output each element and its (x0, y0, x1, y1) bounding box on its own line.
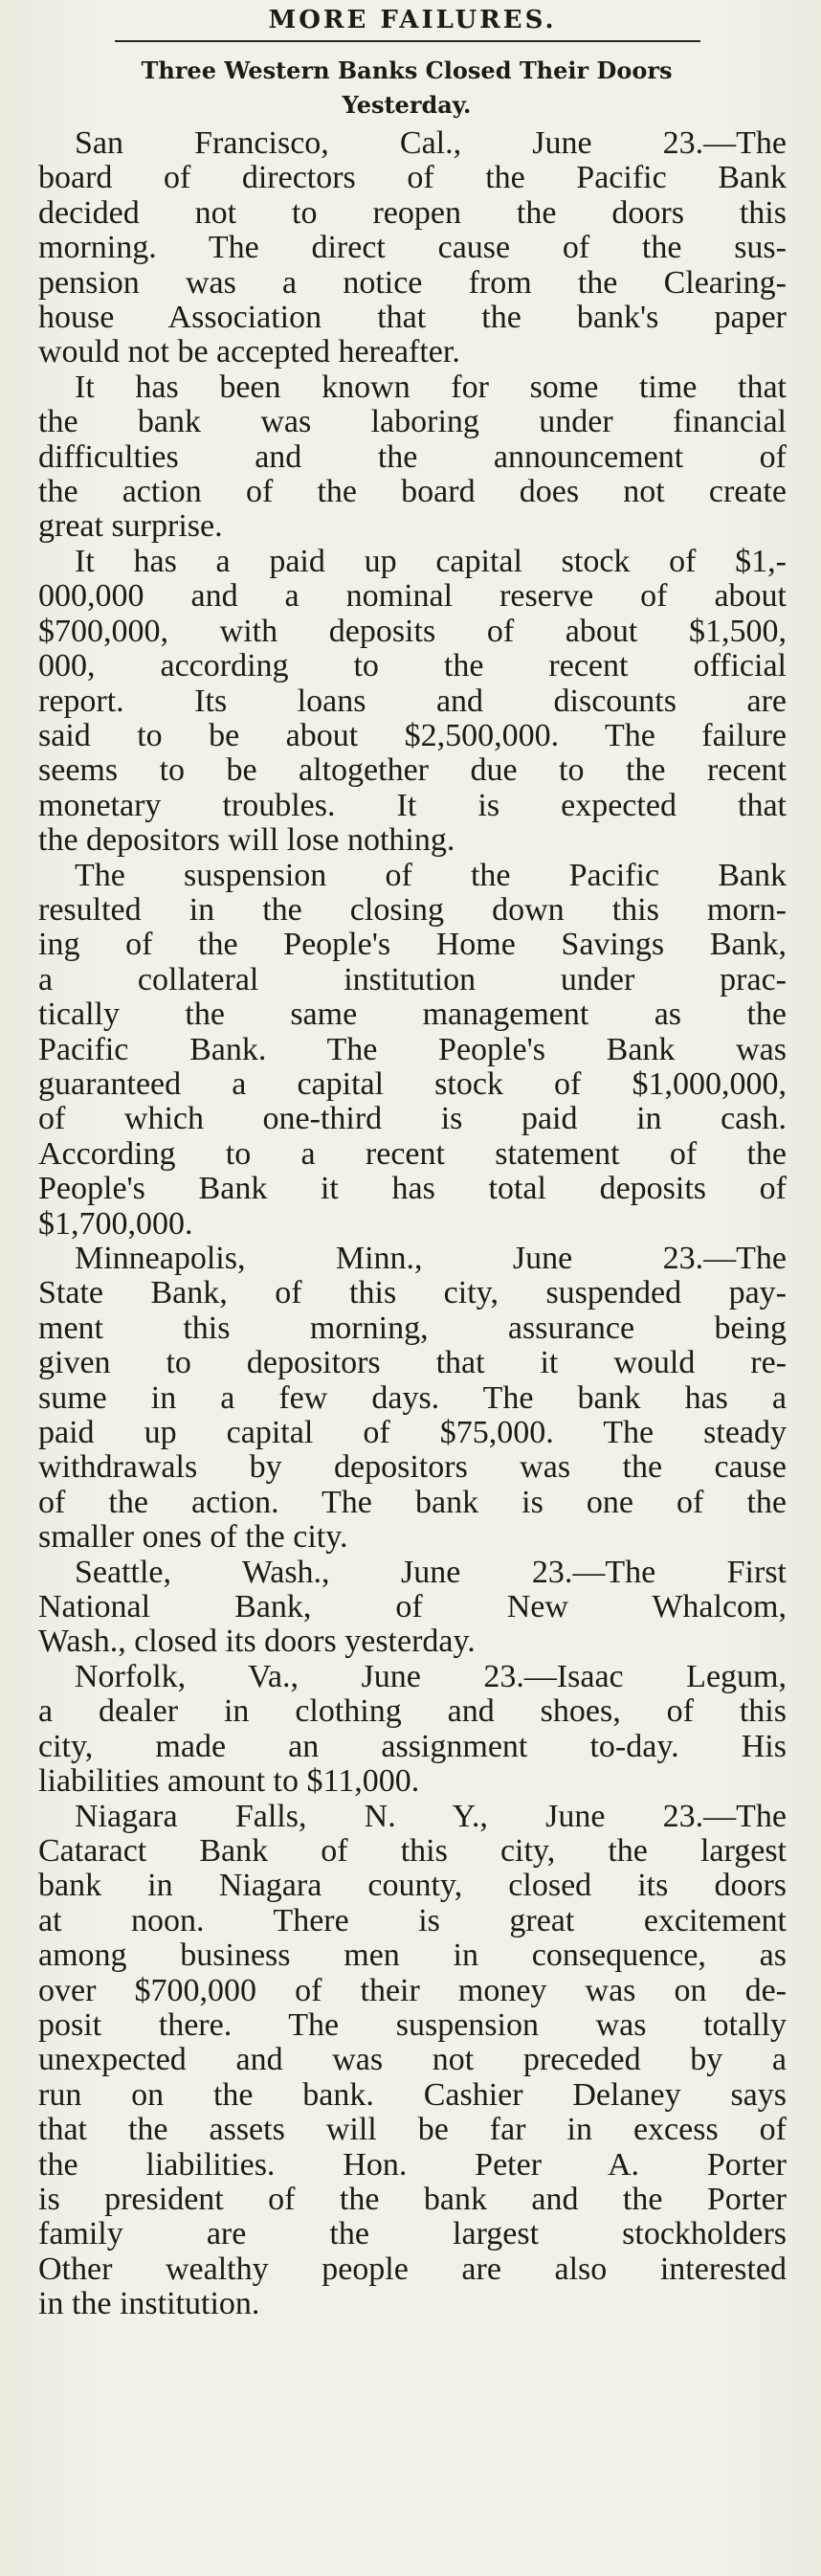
article-line: of the action. The bank is one of the (38, 1484, 787, 1520)
subheadline-line-2: Yesterday. (342, 91, 472, 119)
article-line: that the assets will be far in excess of (38, 2112, 787, 2148)
article-line: It has a paid up capital stock of $1,- (75, 543, 787, 579)
subheadline-line-1: Three Western Banks Closed Their Doors (141, 56, 673, 84)
headline-rule (115, 40, 700, 42)
article-paragraph (38, 126, 787, 370)
article-line: decided not to reopen the doors this (38, 194, 787, 231)
article-line: Pacific Bank. The People's Bank was (38, 1031, 787, 1067)
article-line: is president of the bank and the Porter (38, 2181, 787, 2217)
article-line: house Association that the bank's paper (38, 300, 787, 336)
article-paragraph (38, 1800, 787, 2322)
article-line: said to be about $2,500,000. The failure (38, 717, 787, 753)
article-line: The suspension of the Pacific Bank (75, 857, 787, 893)
article-line: the action of the board does not create (38, 474, 787, 510)
article-line: posit there. The suspension was totally (38, 2006, 787, 2043)
article-line: monetary troubles. It is expected that (38, 787, 787, 823)
article-paragraph (38, 1242, 787, 1556)
article-body (38, 126, 787, 2322)
article-paragraph (38, 545, 787, 859)
article-line: National Bank, of New Whalcom, (38, 1589, 787, 1625)
article-line: pension was a notice from the Clearing- (38, 264, 787, 301)
article-line: $1,700,000. (38, 1205, 193, 1242)
article-line: in the institution. (38, 2286, 260, 2322)
article-line: great surprise. (38, 508, 223, 545)
article-paragraph (38, 1660, 787, 1800)
article-paragraph (38, 859, 787, 1242)
article-line: the bank was laboring under financial (38, 404, 787, 440)
article-line: 000, according to the recent official (38, 648, 787, 684)
article-line: among business men in consequence, as (38, 1938, 787, 1974)
article-line: tically the same management as the (38, 997, 787, 1033)
article-line: paid up capital of $75,000. The steady (38, 1415, 787, 1451)
article-line: given to depositors that it would re- (38, 1345, 787, 1381)
article-line: run on the bank. Cashier Delaney says (38, 2076, 787, 2113)
article-line: ment this morning, assurance being (38, 1310, 787, 1346)
article-line: According to a recent statement of the (38, 1135, 787, 1172)
article-line: withdrawals by depositors was the cause (38, 1449, 787, 1486)
article-line: $700,000, with deposits of about $1,500, (38, 613, 787, 649)
article-paragraph (38, 1556, 787, 1660)
article-line: State Bank, of this city, suspended pay- (38, 1275, 787, 1311)
article-line: 000,000 and a nominal reserve of about (38, 578, 787, 615)
article-line: a collateral institution under prac- (38, 961, 787, 997)
headline: MORE FAILURES. (268, 6, 557, 34)
article-line: a dealer in clothing and shoes, of this (38, 1693, 787, 1730)
article-line: ing of the People's Home Savings Bank, (38, 927, 787, 963)
article-line: Niagara Falls, N. Y., June 23.—The (75, 1798, 787, 1834)
article-line: at noon. There is great excitement (38, 1902, 787, 1938)
article-line: liabilities amount to $11,000. (38, 1763, 420, 1800)
article-line: unexpected and was not preceded by a (38, 2042, 787, 2078)
article-line: It has been known for some time that (75, 369, 787, 405)
article-line: city, made an assignment to-day. His (38, 1728, 787, 1764)
article-line: Wash., closed its doors yesterday. (38, 1624, 476, 1660)
article-line: smaller ones of the city. (38, 1519, 348, 1556)
article-line: Norfolk, Va., June 23.—Isaac Legum, (75, 1658, 787, 1694)
article-line: seems to be altogether due to the recent (38, 752, 787, 789)
article-line: the liabilities. Hon. Peter A. Porter (38, 2146, 787, 2183)
article-line: the depositors will lose nothing. (38, 822, 455, 859)
article-line: Other wealthy people are also interested (38, 2251, 787, 2287)
article-line: of which one-third is paid in cash. (38, 1101, 787, 1137)
subheadline (44, 54, 769, 123)
article-line: sume in a few days. The bank has a (38, 1379, 787, 1416)
article-line: difficulties and the announcement of (38, 438, 787, 475)
article-line: would not be accepted hereafter. (38, 334, 460, 370)
article-line: guaranteed a capital stock of $1,000,000, (38, 1065, 787, 1102)
article-line: board of directors of the Pacific Bank (38, 160, 787, 196)
article-line: People's Bank it has total deposits of (38, 1171, 787, 1207)
article-line: bank in Niagara county, closed its doors (38, 1868, 787, 1904)
article-line: resulted in the closing down this morn- (38, 891, 787, 928)
article-line: report. Its loans and discounts are (38, 683, 787, 719)
article-line: Cataract Bank of this city, the largest (38, 1832, 787, 1869)
article-line: San Francisco, Cal., June 23.—The (75, 125, 787, 161)
article-paragraph (38, 370, 787, 545)
article-line: family are the largest stockholders (38, 2216, 787, 2252)
article-line: Minneapolis, Minn., June 23.—The (75, 1241, 787, 1276)
article-line: over $700,000 of their money was on de- (38, 1972, 787, 2008)
article-line: morning. The direct cause of the sus- (38, 230, 787, 266)
article-line: Seattle, Wash., June 23.—The First (75, 1554, 787, 1590)
